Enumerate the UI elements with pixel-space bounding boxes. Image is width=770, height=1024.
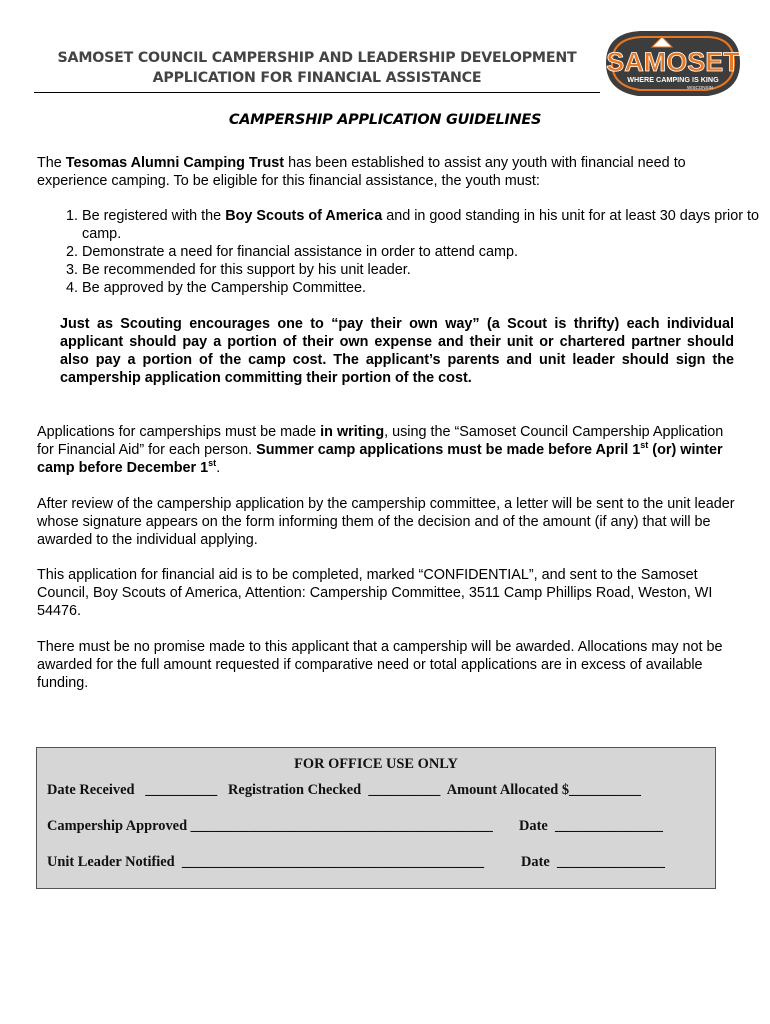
office-row-received: Date Received __________ Registration Checked __________ Amount Allocated $__________: [47, 782, 641, 798]
logo-tagline: WHERE CAMPING IS KING: [627, 75, 719, 84]
list-item: [82, 207, 770, 243]
req-text: Be approved by the Campership Committee.: [82, 280, 366, 296]
app-text: Applications for camperships must be made: [37, 424, 321, 440]
office-row-approved: Campership Approved __________________________________________: [47, 818, 493, 834]
list-item: [82, 261, 770, 279]
intro-prefix: The: [37, 155, 66, 171]
intro-paragraph: [37, 154, 737, 190]
applications-paragraph: [37, 423, 737, 477]
form-title-line2: APPLICATION FOR FINANCIAL ASSISTANCE: [152, 70, 482, 86]
logo-wordmark: SAMOSET: [606, 47, 740, 77]
office-approved-date: Date _______________: [519, 818, 663, 834]
office-notified-date: Date _______________: [521, 854, 665, 870]
samoset-logo: [600, 25, 745, 101]
winter-deadline: (or) winter camp before December 1: [37, 442, 723, 476]
office-use-title: FOR OFFICE USE ONLY: [294, 756, 458, 772]
intro-suffix: has been established to assist any youth with financial need to experience camping. To be eligible for this financial assistance, the youth must:: [37, 155, 686, 189]
list-item: [82, 243, 770, 261]
thrifty-note: Just as Scouting encourages one to “pay their own way” (a Scout is thrifty) each individual applicant should pay a portion of their own expense and their unit or chartered partner should also pay a portion of the camp cost. The applicant’s parents and unit leader should sign the campership application committing their portion of the cost.: [60, 316, 734, 386]
app-text: .: [216, 460, 221, 476]
trust-name: Tesomas Alumni Camping Trust: [65, 155, 285, 171]
header-divider: [34, 92, 600, 93]
form-title: [34, 48, 600, 88]
promise-paragraph: There must be no promise made to this applicant that a campership will be awarded. Allocations may not be awarded for the full amount requested if comparative need or total applications are in excess of available funding.: [37, 639, 723, 691]
ordinal-sup: st: [208, 458, 217, 469]
in-writing: in writing: [320, 424, 385, 440]
app-text: , using the “Samoset Council Campership Application for Financial Aid” for each person.: [37, 424, 724, 458]
office-row-notified: Unit Leader Notified __________________________________________: [47, 854, 485, 870]
req-bold: Boy Scouts of America: [225, 208, 383, 224]
form-title-line1: SAMOSET COUNCIL CAMPERSHIP AND LEADERSHIP DEVELOPMENT: [57, 50, 577, 66]
req-text: Be registered with the: [82, 208, 226, 224]
review-paragraph: After review of the campership application by the campership committee, a letter will be sent to the unit leader whose signature appears on the form informing them of the decision and of the amount (if any) that will be awarded to the individual applying.: [37, 496, 735, 548]
req-text: Be recommended for this support by his unit leader.: [82, 262, 411, 278]
mailing-paragraph: This application for financial aid is to be completed, marked “CONFIDENTIAL”, and sent to the Samoset Council, Boy Scouts of America, Attention: Campership Committee, 3511 Camp Phillips Road, Weston, WI 54476.: [37, 567, 713, 619]
summer-deadline: Summer camp applications must be made before April 1: [256, 442, 641, 458]
list-item: [82, 279, 770, 297]
req-text: Demonstrate a need for financial assistance in order to attend camp.: [82, 244, 518, 260]
logo-state: WISCONSIN: [686, 85, 714, 90]
ordinal-sup: st: [640, 440, 649, 451]
guidelines-heading: CAMPERSHIP APPLICATION GUIDELINES: [228, 112, 542, 128]
eligibility-list: [37, 207, 770, 297]
req-text: and in good standing in his unit for at least 30 days prior to camp.: [82, 208, 759, 242]
office-use-box: [36, 747, 716, 889]
